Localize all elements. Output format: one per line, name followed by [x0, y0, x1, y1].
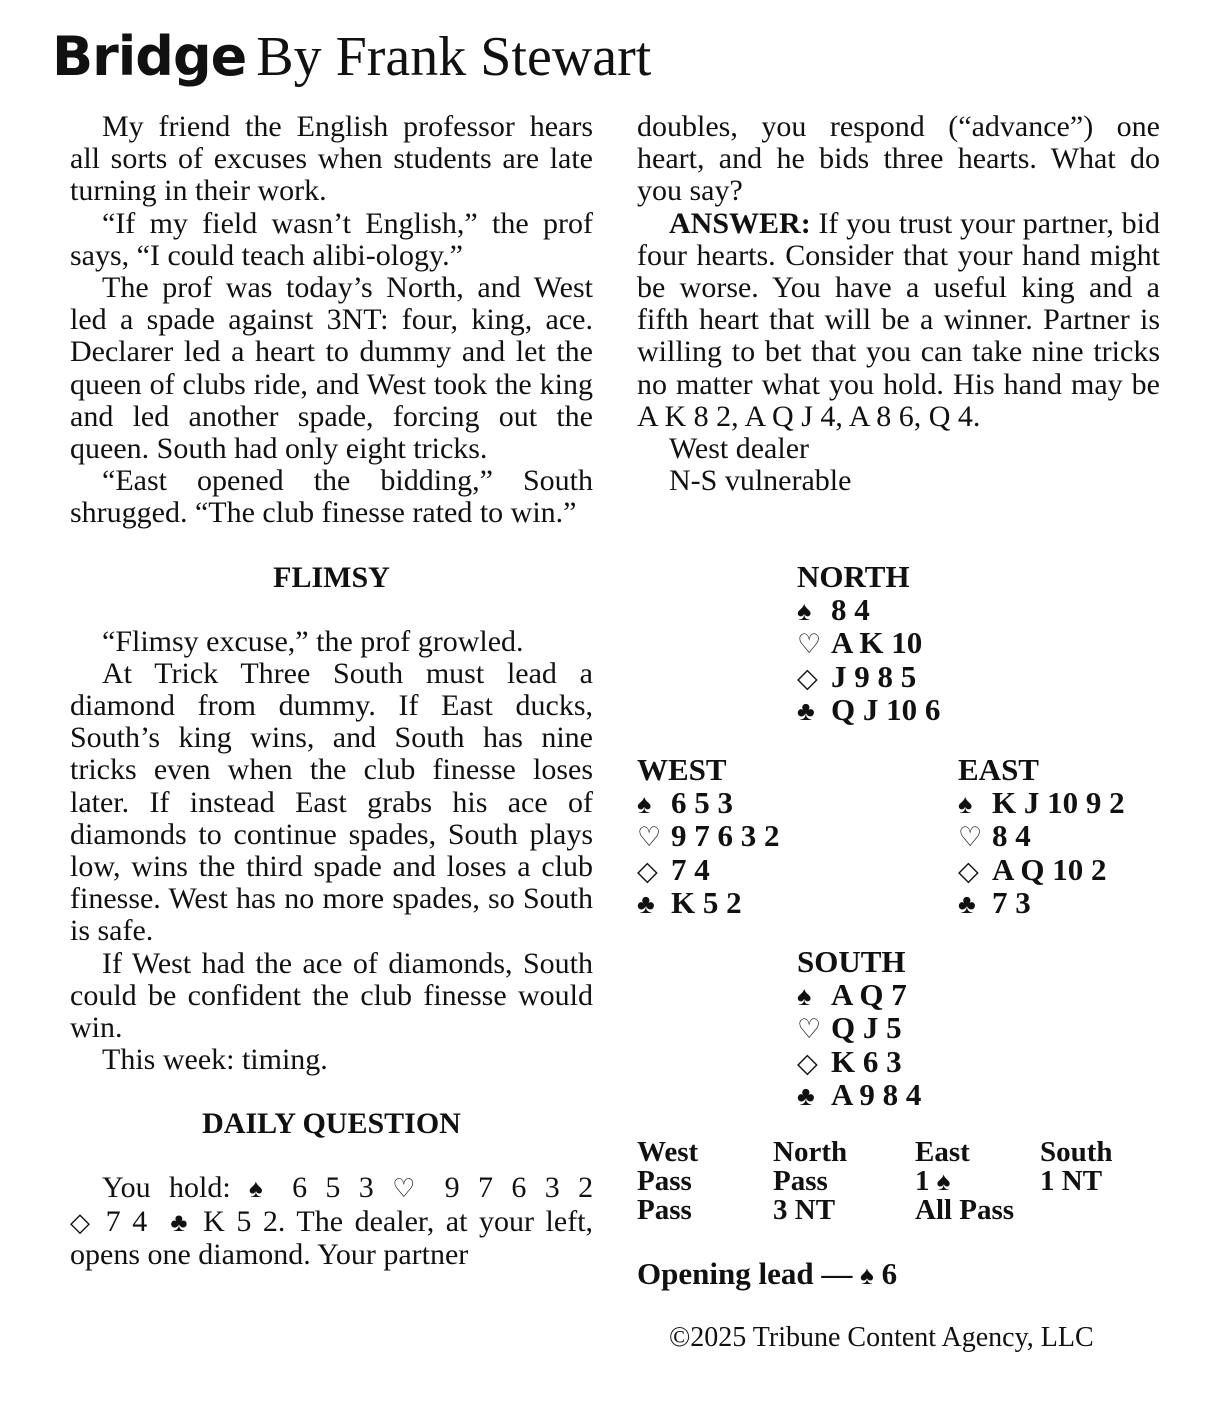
diamonds-holding: A Q 10 2: [992, 851, 1107, 887]
paragraph: This week: timing.: [102, 1043, 328, 1077]
hearts-holding: A K 10: [831, 625, 923, 660]
spades-holding: 8 4: [831, 591, 870, 627]
section-heading-flimsy: FLIMSY: [273, 560, 390, 594]
left-column: [70, 111, 593, 1271]
diamonds-holding: 7 4: [671, 851, 710, 887]
bid-cell: Pass: [637, 1194, 692, 1226]
opening-lead-card: 6: [881, 1256, 898, 1291]
diamond-icon: ◇: [958, 855, 979, 886]
spade-icon: ♠: [860, 1261, 874, 1290]
spades-holding: A Q 7: [831, 976, 907, 1012]
diamond-icon: ◇: [637, 855, 658, 886]
diamonds-holding: K 6 3: [831, 1043, 902, 1079]
bid-cell: Pass: [773, 1165, 828, 1197]
diamond-icon: ◇: [70, 1207, 95, 1237]
paragraph: doubles, you respond (“advance”) one heart, and he bids three hearts. What do you say?: [637, 110, 1160, 208]
section-heading-daily-question: DAILY QUESTION: [202, 1107, 461, 1141]
hand-north: [797, 561, 940, 728]
diamond-icon: ◇: [797, 662, 818, 693]
spade-icon: ♠: [958, 788, 973, 819]
answer-text: If you trust your partner, bid four hearts. Consider that your hand might be worse. You have a useful king and a fifth heart that will be a winner. Partner is willing to bet that you can take nine tricks no matter what you hold. His hand may be A K 8 2, A Q J 4, A 8 6, Q 4.: [637, 206, 1161, 433]
opening-lead-label: Opening lead —: [637, 1256, 853, 1291]
hearts-holding: 8 4: [992, 818, 1031, 853]
hand-east: [958, 754, 1125, 921]
bid-cell: All Pass: [915, 1194, 1015, 1226]
club-icon: ♣: [797, 1081, 815, 1111]
paragraph: “Flimsy excuse,” the prof growled.: [102, 624, 524, 658]
hold-diamonds: 7 4: [105, 1204, 148, 1238]
bid-header-west: West: [637, 1136, 699, 1168]
spade-icon: ♠: [249, 1174, 274, 1204]
paragraph: “If my field wasn’t English,” the prof says, “I could teach alibi-ology.”: [70, 206, 593, 272]
answer-label: ANSWER:: [669, 206, 811, 240]
spade-icon: ♠: [797, 980, 812, 1011]
heart-icon: ♡: [797, 1014, 822, 1044]
heart-icon: ♡: [637, 822, 662, 852]
column-header: [52, 22, 651, 106]
hand-label: NORTH: [797, 559, 910, 594]
paragraph: My friend the English professor hears all sorts of excuses when students are late turning in their work.: [70, 110, 593, 208]
bid-cell: 3 NT: [773, 1194, 836, 1226]
paragraph: The prof was today’s North, and West led a spade against 3NT: four, king, ace. Declarer led a heart to dummy and let the queen of clubs ride, and West took the king and led another spade, forcing out the queen. South had only eight tricks.: [70, 271, 593, 466]
heart-icon: ♡: [797, 629, 822, 659]
dealer-line: West dealer: [669, 432, 810, 466]
bid-cell: 1 NT: [1040, 1165, 1103, 1197]
hearts-holding: 9 7 6 3 2: [671, 818, 780, 853]
hold-spades: 6 5 3: [292, 1171, 374, 1205]
column-byline: By Frank Stewart: [256, 26, 652, 88]
spades-holding: 6 5 3: [671, 784, 733, 820]
copyright-notice: ©2025 Tribune Content Agency, LLC: [669, 1322, 1094, 1353]
bid-cell: Pass: [637, 1165, 692, 1197]
hand-west: [637, 754, 780, 921]
spade-icon: ♠: [936, 1167, 951, 1196]
opening-lead: [637, 1256, 897, 1292]
club-icon: ♣: [637, 889, 655, 919]
clubs-holding: 7 3: [992, 885, 1031, 920]
hold-prefix: You hold:: [102, 1171, 231, 1205]
heart-icon: ♡: [958, 822, 983, 852]
bid-cell: [915, 1167, 951, 1196]
heart-icon: ♡: [392, 1174, 427, 1204]
hand-label: SOUTH: [797, 944, 906, 979]
clubs-holding: K 5 2: [671, 885, 742, 920]
clubs-holding: A 9 8 4: [831, 1077, 922, 1112]
daily-question-hand-line: [70, 1172, 593, 1205]
hold-hearts: 9 7 6 3 2: [444, 1171, 594, 1205]
bid-level: 1: [915, 1165, 930, 1197]
bid-header-east: East: [915, 1136, 970, 1168]
hand-south: [797, 946, 921, 1113]
club-icon: ♣: [958, 889, 976, 919]
spades-holding: K J 10 9 2: [992, 784, 1125, 820]
hearts-holding: Q J 5: [831, 1010, 902, 1045]
right-column: [637, 111, 1160, 497]
vulnerability-line: N-S vulnerable: [669, 464, 852, 498]
hold-clubs-text: K 5 2. The dealer, at your left, opens one diamond. Your partner: [70, 1204, 594, 1271]
clubs-holding: Q J 10 6: [831, 692, 941, 727]
bid-header-north: North: [773, 1136, 848, 1168]
diamond-icon: ◇: [797, 1047, 818, 1078]
daily-question-text: [70, 1206, 593, 1271]
paragraph: “East opened the bidding,” South shrugged. “The club finesse rated to win.”: [70, 464, 593, 530]
diamonds-holding: J 9 8 5: [831, 658, 917, 694]
spade-icon: ♠: [797, 595, 812, 626]
spade-icon: ♠: [637, 788, 652, 819]
bid-header-south: South: [1040, 1136, 1113, 1168]
hand-label: WEST: [637, 752, 727, 787]
answer-paragraph: [637, 208, 1160, 433]
paragraph: If West had the ace of diamonds, South could be confident the club finesse would win.: [70, 946, 593, 1045]
club-icon: ♣: [170, 1207, 192, 1237]
paragraph: At Trick Three South must lead a diamond from dummy. If East ducks, South’s king wins, and South has nine tricks even when the club finesse loses later. If instead East grabs his ace of diamonds to continue spades, South plays low, wins the third spade and loses a club finesse. West has no more spades, so South is safe.: [70, 656, 593, 948]
club-icon: ♣: [797, 696, 815, 726]
column-title: Bridge: [52, 25, 247, 88]
hand-label: EAST: [958, 752, 1039, 787]
